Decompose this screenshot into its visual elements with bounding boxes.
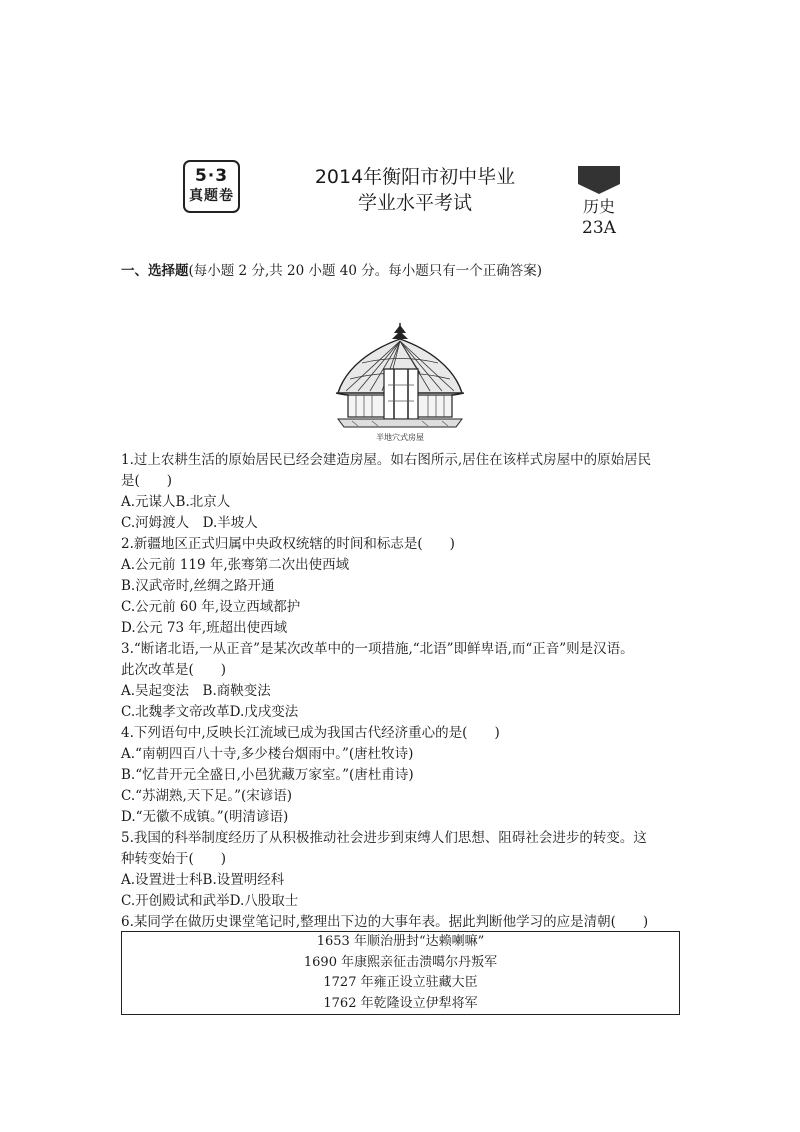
logo-line-2: 真题卷 bbox=[189, 188, 234, 204]
question-text: 6.某同学在做历史课堂笔记时,整理出下边的大事年表。据此判断他学习的应是清朝( ) bbox=[121, 914, 649, 930]
semi-subterranean-house-illustration bbox=[332, 323, 468, 431]
question-text: 4.下列语句中,反映长江流域已成为我国古代经济重心的是( ) bbox=[121, 725, 500, 741]
question-text: 是( ) bbox=[121, 473, 173, 489]
question-text: 1.过上农耕生活的原始居民已经会建造房屋。如右图所示,居住在该样式房屋中的原始居民 bbox=[121, 452, 652, 468]
answer-option: C.河姆渡人 D.半坡人 bbox=[121, 515, 258, 531]
answer-option: B.“忆昔开元全盛日,小邑犹藏万家室。”(唐杜甫诗) bbox=[121, 767, 414, 783]
table-row: 1727 年雍正设立驻藏大臣 bbox=[323, 975, 478, 990]
logo-line-1: 5·3 bbox=[194, 166, 229, 186]
table-row: 1690 年康熙亲征击溃噶尔丹叛军 bbox=[303, 954, 498, 970]
exam-title-line-2: 学业水平考试 bbox=[357, 192, 472, 214]
section-note: (每小题 2 分,共 20 小题 40 分。每小题只有一个正确答案) bbox=[188, 263, 543, 279]
chronology-table bbox=[121, 931, 680, 1015]
answer-option: B.汉武帝时,丝绸之路开通 bbox=[121, 578, 275, 594]
question-text: 此次改革是( ) bbox=[121, 662, 227, 678]
question-text: 3.“断诸北语,一从正音”是某次改革中的一项措施,“北语”即鲜卑语,而“正音”则是汉语。 bbox=[121, 641, 634, 657]
answer-option: C.“苏湖熟,天下足。”(宋谚语) bbox=[121, 788, 293, 804]
answer-option: D.“无徽不成镇。”(明清谚语) bbox=[121, 809, 289, 825]
section-title: 一、选择题 bbox=[121, 263, 189, 279]
answer-option: A.设置进士科B.设置明经科 bbox=[121, 872, 285, 888]
question-text: 2.新疆地区正式归属中央政权统辖的时间和标志是( ) bbox=[121, 536, 455, 552]
answer-option: D.公元 73 年,班超出使西域 bbox=[121, 620, 288, 636]
table-row: 1762 年乾隆设立伊犁将军 bbox=[323, 995, 478, 1011]
answer-option: A.“南朝四百八十寺,多少楼台烟雨中。”(唐杜牧诗) bbox=[121, 746, 414, 762]
question-text: 种转变始于( ) bbox=[121, 851, 227, 867]
answer-option: C.开创殿试和武举D.八股取士 bbox=[121, 893, 299, 909]
exam-title bbox=[290, 164, 540, 216]
answer-option: A.元谋人B.北京人 bbox=[121, 494, 231, 510]
brand-logo bbox=[183, 160, 240, 213]
answer-option: A.吴起变法 B.商鞅变法 bbox=[121, 683, 271, 699]
answer-option: C.北魏孝文帝改革D.戊戌变法 bbox=[121, 704, 299, 720]
figure-caption: 半地穴式房屋 bbox=[376, 433, 424, 442]
exam-title-line-1: 2014年衡阳市初中毕业 bbox=[314, 166, 516, 188]
table-row: 1653 年顺治册封“达赖喇嘛” bbox=[316, 934, 485, 949]
subject-badge-icon bbox=[578, 166, 620, 194]
question-text: 5.我国的科举制度经历了从积极推动社会进步到束缚人们思想、阻碍社会进步的转变。这 bbox=[121, 830, 647, 846]
answer-option: A.公元前 119 年,张骞第二次出使西域 bbox=[121, 557, 350, 573]
subject-label: 历史 bbox=[582, 197, 615, 216]
paper-code: 23A bbox=[582, 218, 616, 238]
section-heading bbox=[121, 262, 542, 280]
answer-option: C.公元前 60 年,设立西域都护 bbox=[121, 599, 301, 615]
